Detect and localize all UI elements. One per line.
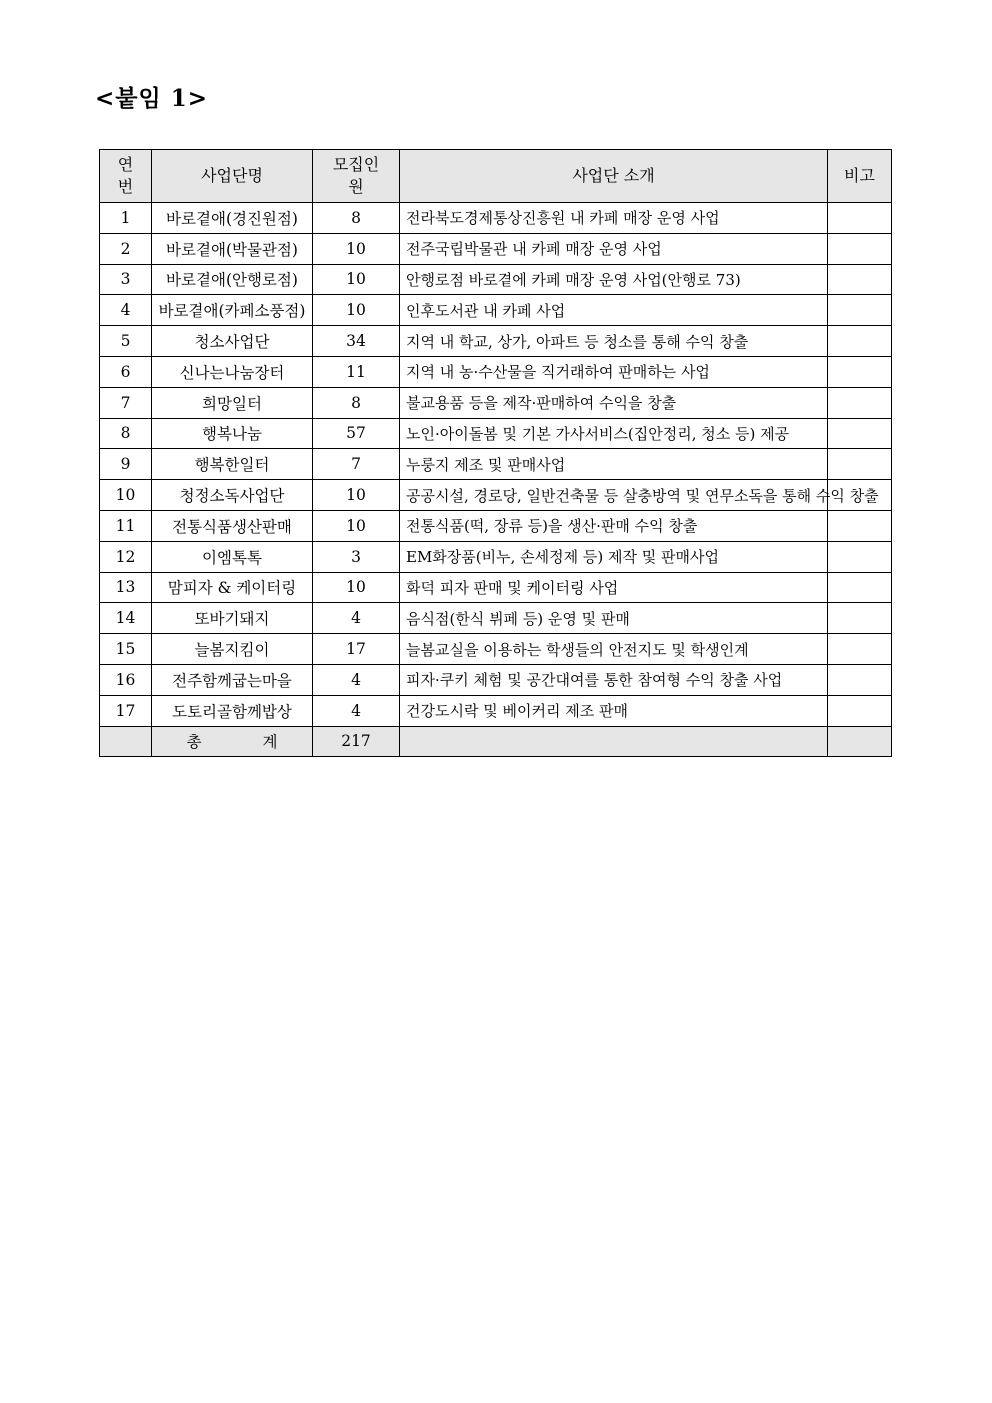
row-name: 이엠톡톡: [152, 541, 313, 572]
row-note: [828, 572, 892, 603]
row-no: 4: [100, 295, 152, 326]
row-count: 10: [313, 572, 400, 603]
row-no: 2: [100, 233, 152, 264]
row-no: 13: [100, 572, 152, 603]
row-note: [828, 634, 892, 665]
row-desc: 지역 내 학교, 상가, 아파트 등 청소를 통해 수익 창출: [400, 326, 828, 357]
table-row: [100, 449, 892, 480]
row-note: [828, 233, 892, 264]
table-row: [100, 664, 892, 695]
header-note: 비고: [828, 150, 892, 203]
row-name: 전주함께굽는마을: [152, 664, 313, 695]
table-row: [100, 418, 892, 449]
row-name: 늘봄지킴이: [152, 634, 313, 665]
table-header-row: [100, 150, 892, 203]
row-count: 10: [313, 233, 400, 264]
row-desc: 공공시설, 경로당, 일반건축물 등 살충방역 및 연무소독을 통해 수익 창출: [400, 480, 828, 511]
header-desc: 사업단 소개: [400, 150, 828, 203]
row-desc: 늘봄교실을 이용하는 학생들의 안전지도 및 학생인계: [400, 634, 828, 665]
total-count: 217: [313, 726, 400, 757]
row-count: 4: [313, 695, 400, 726]
row-no: 9: [100, 449, 152, 480]
total-note-cell: [828, 726, 892, 757]
row-name: 신나는나눔장터: [152, 356, 313, 387]
row-desc: 화덕 피자 판매 및 케이터링 사업: [400, 572, 828, 603]
row-count: 4: [313, 603, 400, 634]
row-desc: 음식점(한식 뷔페 등) 운영 및 판매: [400, 603, 828, 634]
table-row: [100, 203, 892, 234]
business-unit-table: [99, 149, 892, 757]
row-name: 바로곁애(경진원점): [152, 203, 313, 234]
row-desc: 건강도시락 및 베이커리 제조 판매: [400, 695, 828, 726]
row-name: 또바기돼지: [152, 603, 313, 634]
table-row: [100, 541, 892, 572]
row-count: 10: [313, 480, 400, 511]
row-desc: EM화장품(비누, 손세정제 등) 제작 및 판매사업: [400, 541, 828, 572]
row-no: 1: [100, 203, 152, 234]
row-no: 15: [100, 634, 152, 665]
row-note: [828, 510, 892, 541]
row-no: 11: [100, 510, 152, 541]
row-count: 7: [313, 449, 400, 480]
row-note: [828, 356, 892, 387]
row-count: 10: [313, 264, 400, 295]
row-name: 바로곁애(카페소풍점): [152, 295, 313, 326]
row-desc: 전통식품(떡, 장류 등)을 생산·판매 수익 창출: [400, 510, 828, 541]
table-row: [100, 572, 892, 603]
header-no: 연 번: [100, 150, 152, 203]
total-label: 총 계: [152, 726, 313, 757]
table-row: [100, 233, 892, 264]
page-title: <붙임 1>: [95, 85, 208, 112]
total-row: [100, 726, 892, 757]
row-desc: 누룽지 제조 및 판매사업: [400, 449, 828, 480]
total-desc-cell: [400, 726, 828, 757]
row-note: [828, 326, 892, 357]
row-note: [828, 295, 892, 326]
row-note: [828, 695, 892, 726]
table-row: [100, 480, 892, 511]
row-desc: 전주국립박물관 내 카페 매장 운영 사업: [400, 233, 828, 264]
table-row: [100, 326, 892, 357]
row-name: 전통식품생산판매: [152, 510, 313, 541]
row-no: 5: [100, 326, 152, 357]
row-name: 바로곁애(안행로점): [152, 264, 313, 295]
table-row: [100, 510, 892, 541]
row-name: 희망일터: [152, 387, 313, 418]
row-count: 34: [313, 326, 400, 357]
row-no: 3: [100, 264, 152, 295]
row-no: 7: [100, 387, 152, 418]
row-no: 14: [100, 603, 152, 634]
row-note: [828, 387, 892, 418]
row-no: 10: [100, 480, 152, 511]
row-note: [828, 541, 892, 572]
table-row: [100, 387, 892, 418]
row-name: 도토리골함께밥상: [152, 695, 313, 726]
row-name: 청소사업단: [152, 326, 313, 357]
table-row: [100, 603, 892, 634]
row-count: 4: [313, 664, 400, 695]
row-no: 12: [100, 541, 152, 572]
table-row: [100, 295, 892, 326]
row-name: 행복한일터: [152, 449, 313, 480]
row-desc: 전라북도경제통상진흥원 내 카페 매장 운영 사업: [400, 203, 828, 234]
row-desc: 노인·아이돌봄 및 기본 가사서비스(집안정리, 청소 등) 제공: [400, 418, 828, 449]
row-count: 3: [313, 541, 400, 572]
row-count: 8: [313, 387, 400, 418]
total-no-cell: [100, 726, 152, 757]
row-note: [828, 264, 892, 295]
header-name: 사업단명: [152, 150, 313, 203]
row-name: 맘피자 & 케이터링: [152, 572, 313, 603]
row-no: 16: [100, 664, 152, 695]
row-desc: 인후도서관 내 카페 사업: [400, 295, 828, 326]
row-count: 10: [313, 510, 400, 541]
row-name: 청정소독사업단: [152, 480, 313, 511]
row-count: 10: [313, 295, 400, 326]
row-count: 11: [313, 356, 400, 387]
row-note: [828, 449, 892, 480]
row-name: 행복나눔: [152, 418, 313, 449]
row-desc: 불교용품 등을 제작·판매하여 수익을 창출: [400, 387, 828, 418]
row-count: 57: [313, 418, 400, 449]
table-row: [100, 264, 892, 295]
row-note: [828, 418, 892, 449]
row-note: [828, 203, 892, 234]
table-row: [100, 356, 892, 387]
header-count: 모집인 원: [313, 150, 400, 203]
row-count: 17: [313, 634, 400, 665]
row-no: 6: [100, 356, 152, 387]
row-no: 17: [100, 695, 152, 726]
row-desc: 안행로점 바로곁에 카페 매장 운영 사업(안행로 73): [400, 264, 828, 295]
table-row: [100, 634, 892, 665]
row-desc: 지역 내 농·수산물을 직거래하여 판매하는 사업: [400, 356, 828, 387]
row-no: 8: [100, 418, 152, 449]
row-note: [828, 603, 892, 634]
row-desc: 피자·쿠키 체험 및 공간대여를 통한 참여형 수익 창출 사업: [400, 664, 828, 695]
row-name: 바로곁애(박물관점): [152, 233, 313, 264]
table-row: [100, 695, 892, 726]
row-count: 8: [313, 203, 400, 234]
row-note: [828, 664, 892, 695]
